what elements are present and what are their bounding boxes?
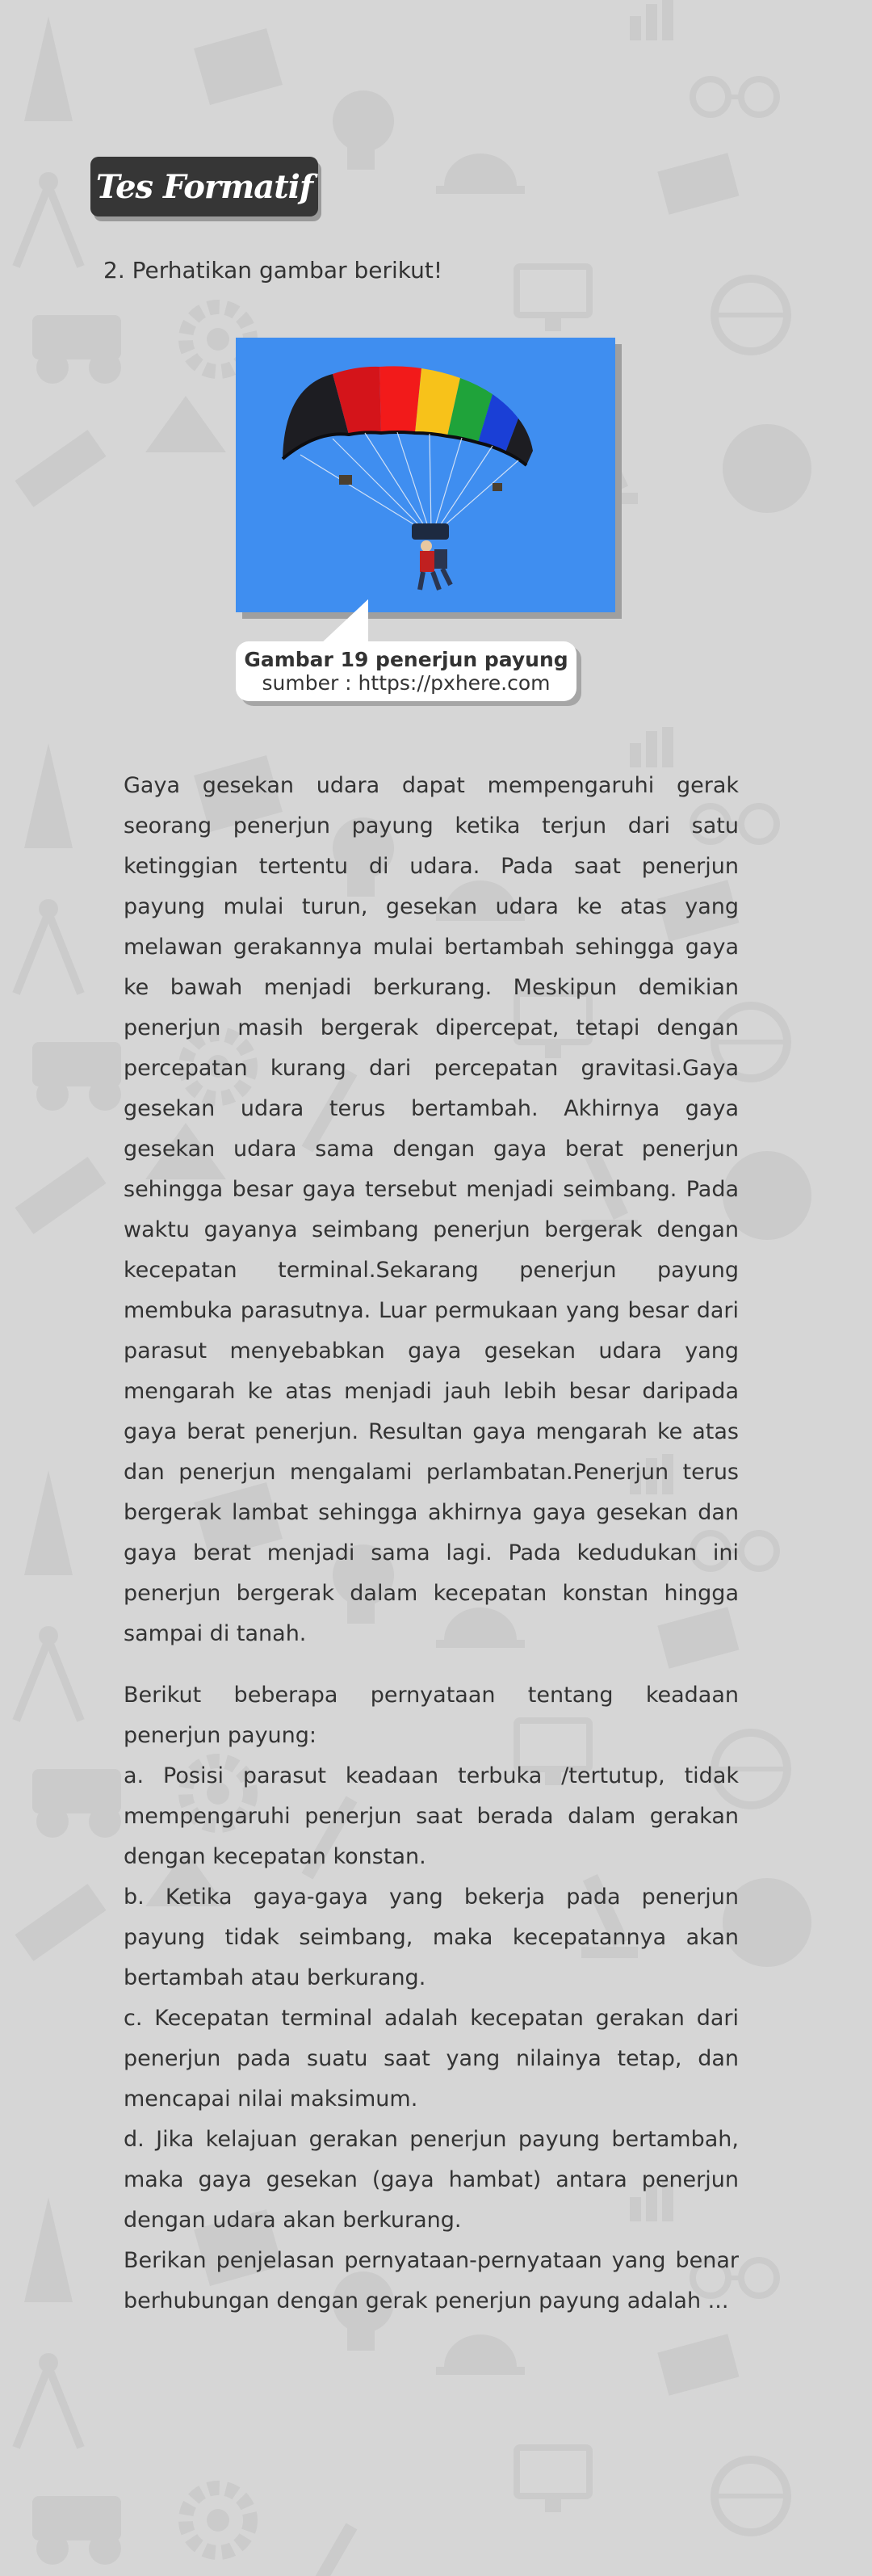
passage-text: Gaya gesekan udara dapat mempengaruhi gerak seorang penerjun payung ketika terjun dari satu ketinggian tertentu di udara. Pada saat penerjun payung mulai turun, gesekan udara ke atas yang melawan gerakannya mulai bertambah sehingga gaya ke bawah menjadi berkurang. Meskipun demikian penerjun masih bergerak dipercepat, tetapi dengan percepatan kurang dari percepatan gravitasi.Gaya gesekan udara terus bertambah. Akhirnya gaya gesekan udara sama dengan gaya berat penerjun sehingga besar gaya tersebut menjadi seimbang. Pada waktu gayanya seimbang penerjun bergerak dengan kecepatan terminal.Sekarang penerjun payung membuka parasutnya. Luar permukaan yang besar dari parasut menyebabkan gaya gesekan udara yang mengarah ke atas menjadi jauh lebih besar daripada gaya berat penerjun. Resultan gaya mengarah ke atas dan penerjun mengalami perlambatan.Penerjun terus bergerak lambat sehingga akhirnya gaya gesekan dan gaya berat menjadi sama lagi. Pada kedudukan ini penerjun bergerak dalam kecepatan konstan hingga sampai di tanah. (124, 773, 739, 1646)
question-number: 2. (103, 257, 125, 284)
parachute-illustration (236, 338, 615, 612)
statements-block (124, 1675, 739, 2322)
caption-source: sumber : https://pxhere.com (262, 671, 551, 695)
figure-caption (236, 641, 576, 701)
tes-formatif-badge (90, 157, 318, 216)
reading-passage (124, 766, 739, 1654)
badge-label: Tes Formatif (95, 167, 313, 206)
caption-pointer (320, 598, 368, 646)
statement-d: d. Jika kelajuan gerakan penerjun payung bertambah, maka gaya gesekan (gaya hambat) antara penerjun dengan udara akan berkurang. (124, 2127, 739, 2233)
statements-intro: Berikut beberapa pernyataan tentang keadaan penerjun payung: (124, 1683, 739, 1748)
statement-b: b. Ketika gaya-gaya yang bekerja pada penerjun payung tidak seimbang, maka kecepatannya akan bertambah atau berkurang. (124, 1885, 739, 1990)
statement-a: a. Posisi parasut keadaan terbuka /tertutup, tidak mempengaruhi penerjun saat berada dalam gerakan dengan kecepatan konstan. (124, 1763, 739, 1869)
question-closing: Berikan penjelasan pernyataan-pernyataan yang benar berhubungan dengan gerak penerjun payung adalah ... (124, 2248, 739, 2313)
statement-c: c. Kecepatan terminal adalah kecepatan gerakan dari penerjun pada suatu saat yang nilainya tetap, dan mencapai nilai maksimum. (124, 2006, 739, 2112)
question-text: Perhatikan gambar berikut! (132, 257, 443, 284)
caption-title: Gambar 19 penerjun payung (244, 648, 568, 671)
question-prompt (103, 257, 442, 284)
parachute-photo (236, 338, 615, 612)
